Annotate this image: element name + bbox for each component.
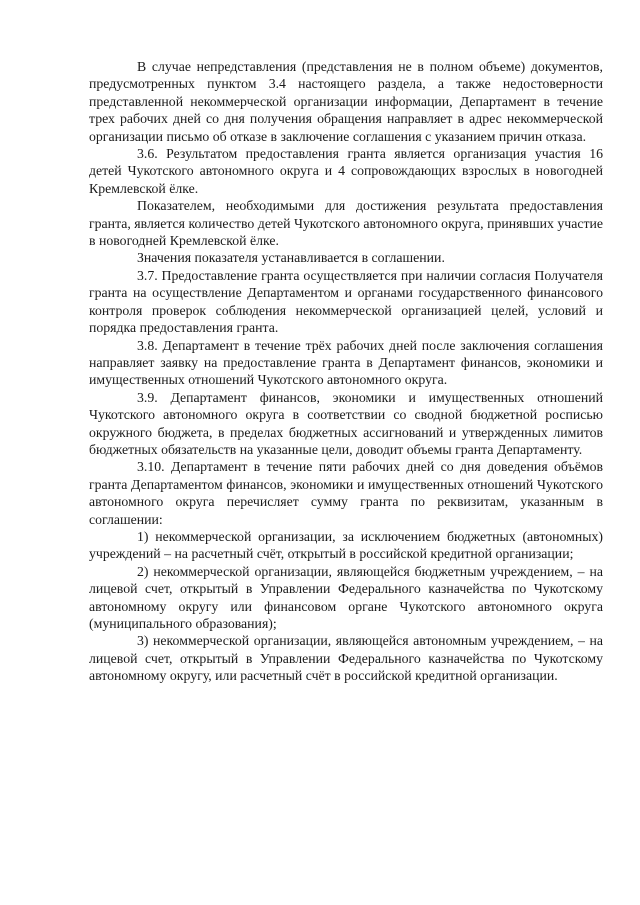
list-item-1-nonprofit: 1) некоммерческой организации, за исключением бюджетных (автономных) учреждений – на расчетный счёт, открытый в российской кредитной организации; bbox=[89, 528, 603, 562]
document-page bbox=[89, 58, 603, 685]
paragraph-indicator: Показателем, необходимыми для достижения результата предоставления гранта, является количество детей Чукотского автономного округа, принявших участие в новогодней Кремлевской ёлке. bbox=[89, 198, 603, 249]
paragraph-3-8-request: 3.8. Департамент в течение трёх рабочих дней после заключения соглашения направляет заявку на предоставление гранта в Департамент финансов, экономики и имущественных отношений Чукотского автономного округа. bbox=[89, 337, 603, 388]
paragraph-3-10-transfer: 3.10. Департамент в течение пяти рабочих дней со дня доведения объёмов гранта Департаментом финансов, экономики и имущественных отношений Чукотского автономного округа перечисляет сумму гранта по реквизитам, указанным в соглашении: bbox=[89, 459, 603, 527]
paragraph-3-7-consent: 3.7. Предоставление гранта осуществляется при наличии согласия Получателя гранта на осуществление Департаментом и органами государственного финансового контроля проверок соблюдения некоммерческой организацией целей, условий и порядка предоставления гранта. bbox=[89, 267, 603, 336]
paragraph-indicator-values: Значения показателя устанавливается в соглашении. bbox=[137, 250, 445, 266]
paragraph-3-9-finance: 3.9. Департамент финансов, экономики и имущественных отношений Чукотского автономного округа в соответствии со сводной бюджетной росписью окружного бюджета, в пределах бюджетных ассигнований и утвержденных лимитов бюджетных обязательств на указанные цели, доводит объемы гранта Департаменту. bbox=[89, 389, 603, 457]
list-item-2-budget-institution: 2) некоммерческой организации, являющейся бюджетным учреждением, – на лицевой счет, открытый в Управлении Федерального казначейства по Чукотскому автономному округу или финансовом органе Чукотского автономного округа (муниципального образования); bbox=[89, 563, 603, 631]
paragraph-3-6-result: 3.6. Результатом предоставления гранта является организация участия 16 детей Чукотского автономного округа и 4 сопровождающих взрослых в новогодней Кремлевской ёлке. bbox=[89, 146, 603, 196]
list-item-3-autonomous-institution: 3) некоммерческой организации, являющейся автономным учреждением, – на лицевой счет, открытый в Управлении Федерального казначейства по Чукотскому автономному округу, или расчетный счёт в российской кредитной организации. bbox=[89, 633, 603, 684]
paragraph-refusal-notice: В случае непредставления (представления не в полном объеме) документов, предусмотренных пунктом 3.4 настоящего раздела, а также недостоверности представленной некоммерческой организации информации, Департамент в течение трех рабочих дней со дня получения обращения направляет в адрес некоммерческой организации письмо об отказе в заключение соглашения с указанием причин отказа. bbox=[89, 59, 603, 144]
